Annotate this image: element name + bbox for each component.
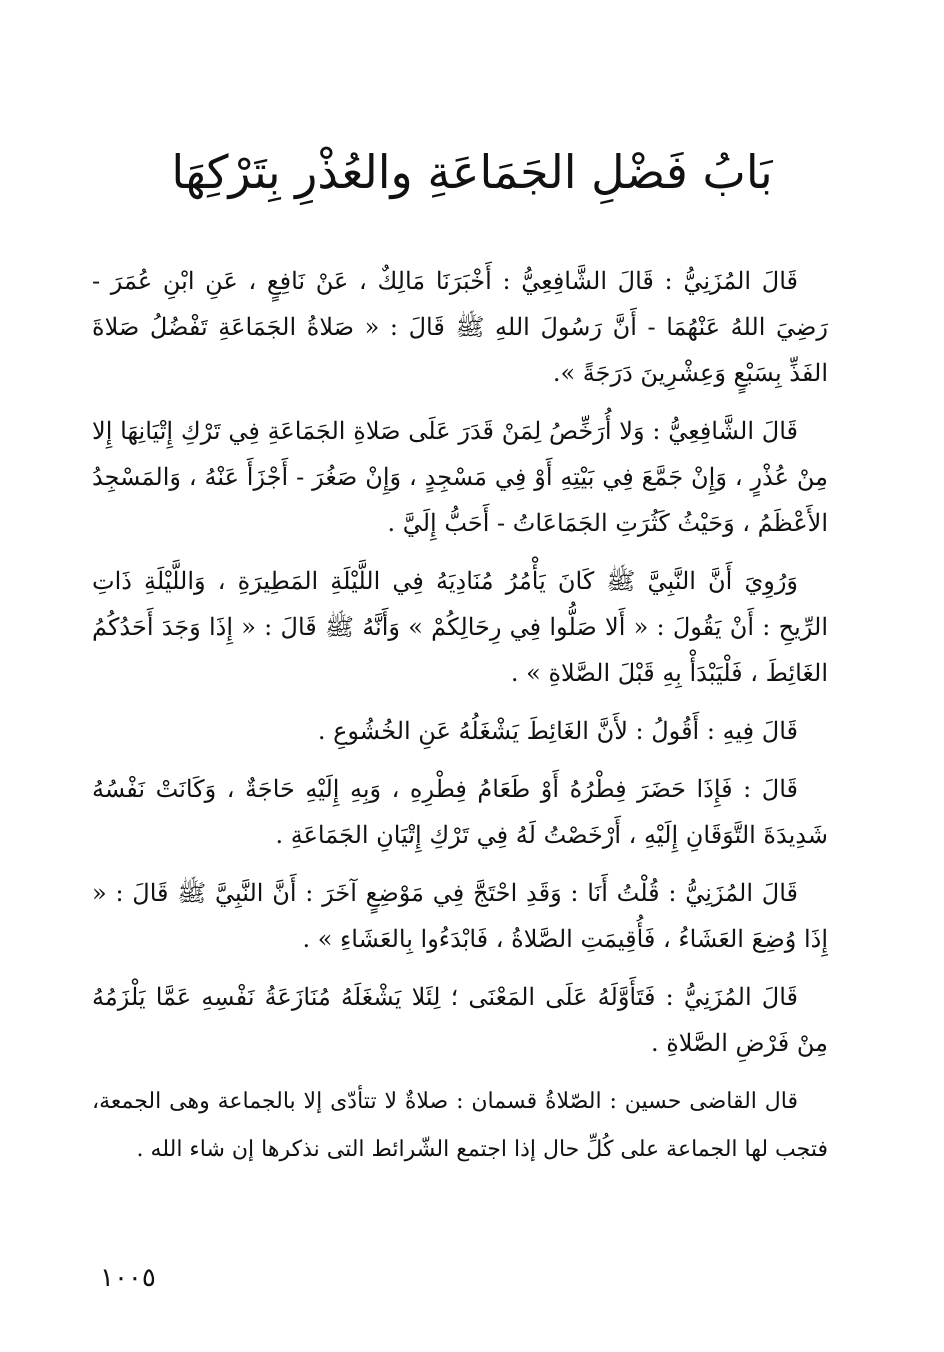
chapter-title: بَابُ فَضْلِ الجَمَاعَةِ والعُذْرِ بِتَرْكِهَا <box>171 145 773 199</box>
paragraph-khushu: قَالَ فِيهِ : أَقُولُ : لأَنَّ الغَائِطَ يَشْغَلُهُ عَنِ الخُشُوعِ . <box>317 717 798 745</box>
paragraph-muzani-interpretation: قَالَ المُزَنِيُّ : فَتَأَوَّلَهُ عَلَى المَعْنَى ؛ لِئَلا يَشْغَلَهُ مُنَازَعَةُ نَفْسِهِ عَمَّا يَلْزَمُهُ مِنْ فَرْضِ الصَّلاةِ . <box>92 983 828 1057</box>
paragraph-commentary-qadi-husayn: قال القاضى حسين : الصّلاةُ قسمان : صلاةٌ لا تتأدّى إلا بالجماعة وهى الجمعة، فتجب لها الجماعة على كُلِّ حال إذا اجتمع الشّرائط التى نذكرها إن شاء الله . <box>92 1089 828 1162</box>
page-number: ١٠٠٥ <box>100 1263 156 1293</box>
paragraph-shafii-excuse: قَالَ الشَّافِعِيُّ : وَلا أُرَخِّصُ لِمَنْ قَدَرَ عَلَى صَلاةِ الجَمَاعَةِ فِي تَرْكِ إِتْيَانِهَا إِلا مِنْ عُذْرٍ ، وَإِنْ جَمَّعَ فِي بَيْتِهِ أَوْ فِي مَسْجِدٍ ، وَإِنْ صَغُرَ - أَجْزَأَ عَنْهُ ، وَالمَسْجِدُ الأَعْظَمُ ، وَحَيْثُ كَثُرَتِ الجَمَاعَاتُ - أَحَبُّ إِلَيَّ . <box>92 417 828 537</box>
paragraph-hadith-virtue: قَالَ المُزَنِيُّ : قَالَ الشَّافِعِيُّ : أَخْبَرَنَا مَالِكٌ ، عَنْ نَافِعٍ ، عَنِ ابْنِ عُمَرَ - رَضِيَ اللهُ عَنْهُمَا - أَنَّ رَسُولَ اللهِ ﷺ قَالَ : « صَلاةُ الجَمَاعَةِ تَفْضُلُ صَلاةَ الفَذِّ بِسَبْعٍ وَعِشْرِينَ دَرَجَةً ». <box>92 267 828 387</box>
page-body <box>92 258 828 1186</box>
paragraph-food: قَالَ : فَإِذَا حَضَرَ فِطْرُهُ أَوْ طَعَامُ فِطْرِهِ ، وَبِهِ إِلَيْهِ حَاجَةٌ ، وَكَانَتْ نَفْسُهُ شَدِيدَةَ التَّوَقَانِ إِلَيْهِ ، أَرْخَصْتُ لَهُ فِي تَرْكِ إِتْيَانِ الجَمَاعَةِ . <box>92 775 828 849</box>
paragraph-muzani-dinner: قَالَ المُزَنِيُّ : قُلْتُ أَنَا : وَقَدِ احْتَجَّ فِي مَوْضِعٍ آخَرَ : أَنَّ النَّبِيَّ ﷺ قَالَ : « إِذَا وُضِعَ العَشَاءُ ، فَأُقِيمَتِ الصَّلاةُ ، فَابْدَءُوا بِالعَشَاءِ » . <box>92 879 828 953</box>
paragraph-rainy-night: وَرُوِيَ أَنَّ النَّبِيَّ ﷺ كَانَ يَأْمُرُ مُنَادِيَهُ فِي اللَّيْلَةِ المَطِيرَةِ ، وَاللَّيْلَةِ ذَاتِ الرِّيحِ : أَنْ يَقُولَ : « أَلا صَلُّوا فِي رِحَالِكُمْ » وَأَنَّهُ ﷺ قَالَ : « إِذَا وَجَدَ أَحَدُكُمُ الغَائِطَ ، فَلْيَبْدَأْ بِهِ قَبْلَ الصَّلاةِ » . <box>92 567 828 687</box>
